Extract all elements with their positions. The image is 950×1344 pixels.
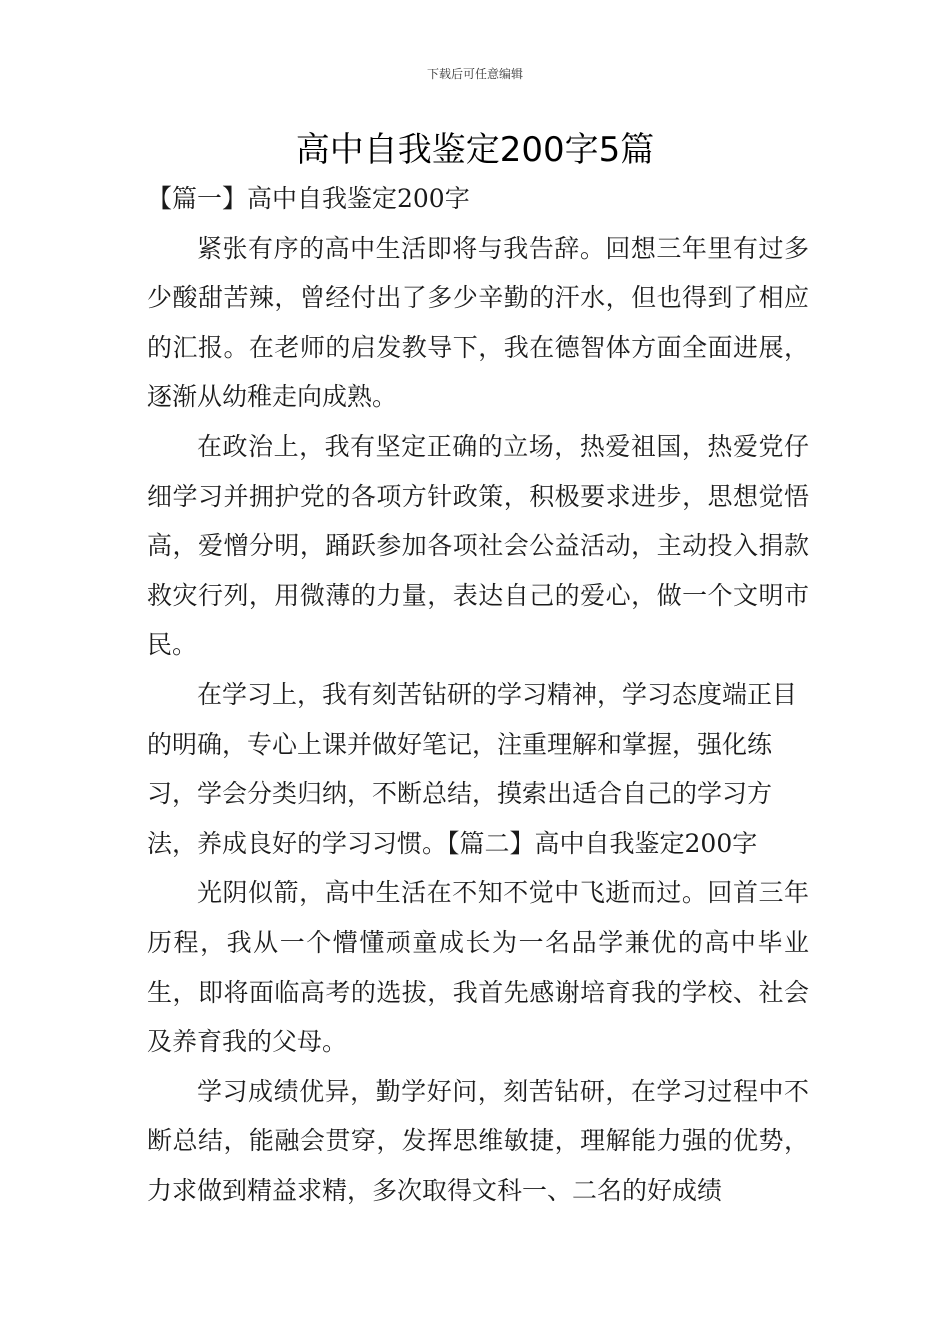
paragraph-1: 紧张有序的高中生活即将与我告辞。回想三年里有过多少酸甜苦辣，曾经付出了多少辛勤的汗水，但也得到了相应的汇报。在老师的启发教导下，我在德智体方面全面进展，逐渐从幼稚走向成熟。 [147,233,809,412]
document-body [147,174,809,1215]
header-note: 下载后可任意编辑 [426,67,523,81]
paragraph-3: 在学习上，我有刻苦钻研的学习精神，学习态度端正目的明确，专心上课并做好笔记，注重理解和掌握，强化练习，学会分类归纳，不断总结，摸索出适合自己的学习方法，养成良好的学习习惯。【篇二】高中自我鉴定200字 [147,679,798,858]
document-title: 高中自我鉴定200字5篇 [295,130,655,170]
paragraph-4: 光阴似箭，高中生活在不知不觉中飞逝而过。回首三年历程，我从一个懵懂顽童成长为一名品学兼优的高中毕业生，即将面临高考的选拔，我首先感谢培育我的学校、社会及养育我的父母。 [147,878,809,1057]
paragraph-5: 学习成绩优异，勤学好问，刻苦钻研，在学习过程中不断总结，能融会贯穿，发挥思维敏捷，理解能力强的优势，力求做到精益求精，多次取得文科一、二名的好成绩 [147,1076,809,1205]
section-heading: 【篇一】高中自我鉴定200字 [147,184,470,213]
paragraph-2: 在政治上，我有坚定正确的立场，热爱祖国，热爱党仔细学习并拥护党的各项方针政策，积极要求进步，思想觉悟高，爱憎分明，踊跃参加各项社会公益活动，主动投入捐款救灾行列，用微薄的力量，表达自己的爱心，做一个文明市民。 [147,431,809,660]
